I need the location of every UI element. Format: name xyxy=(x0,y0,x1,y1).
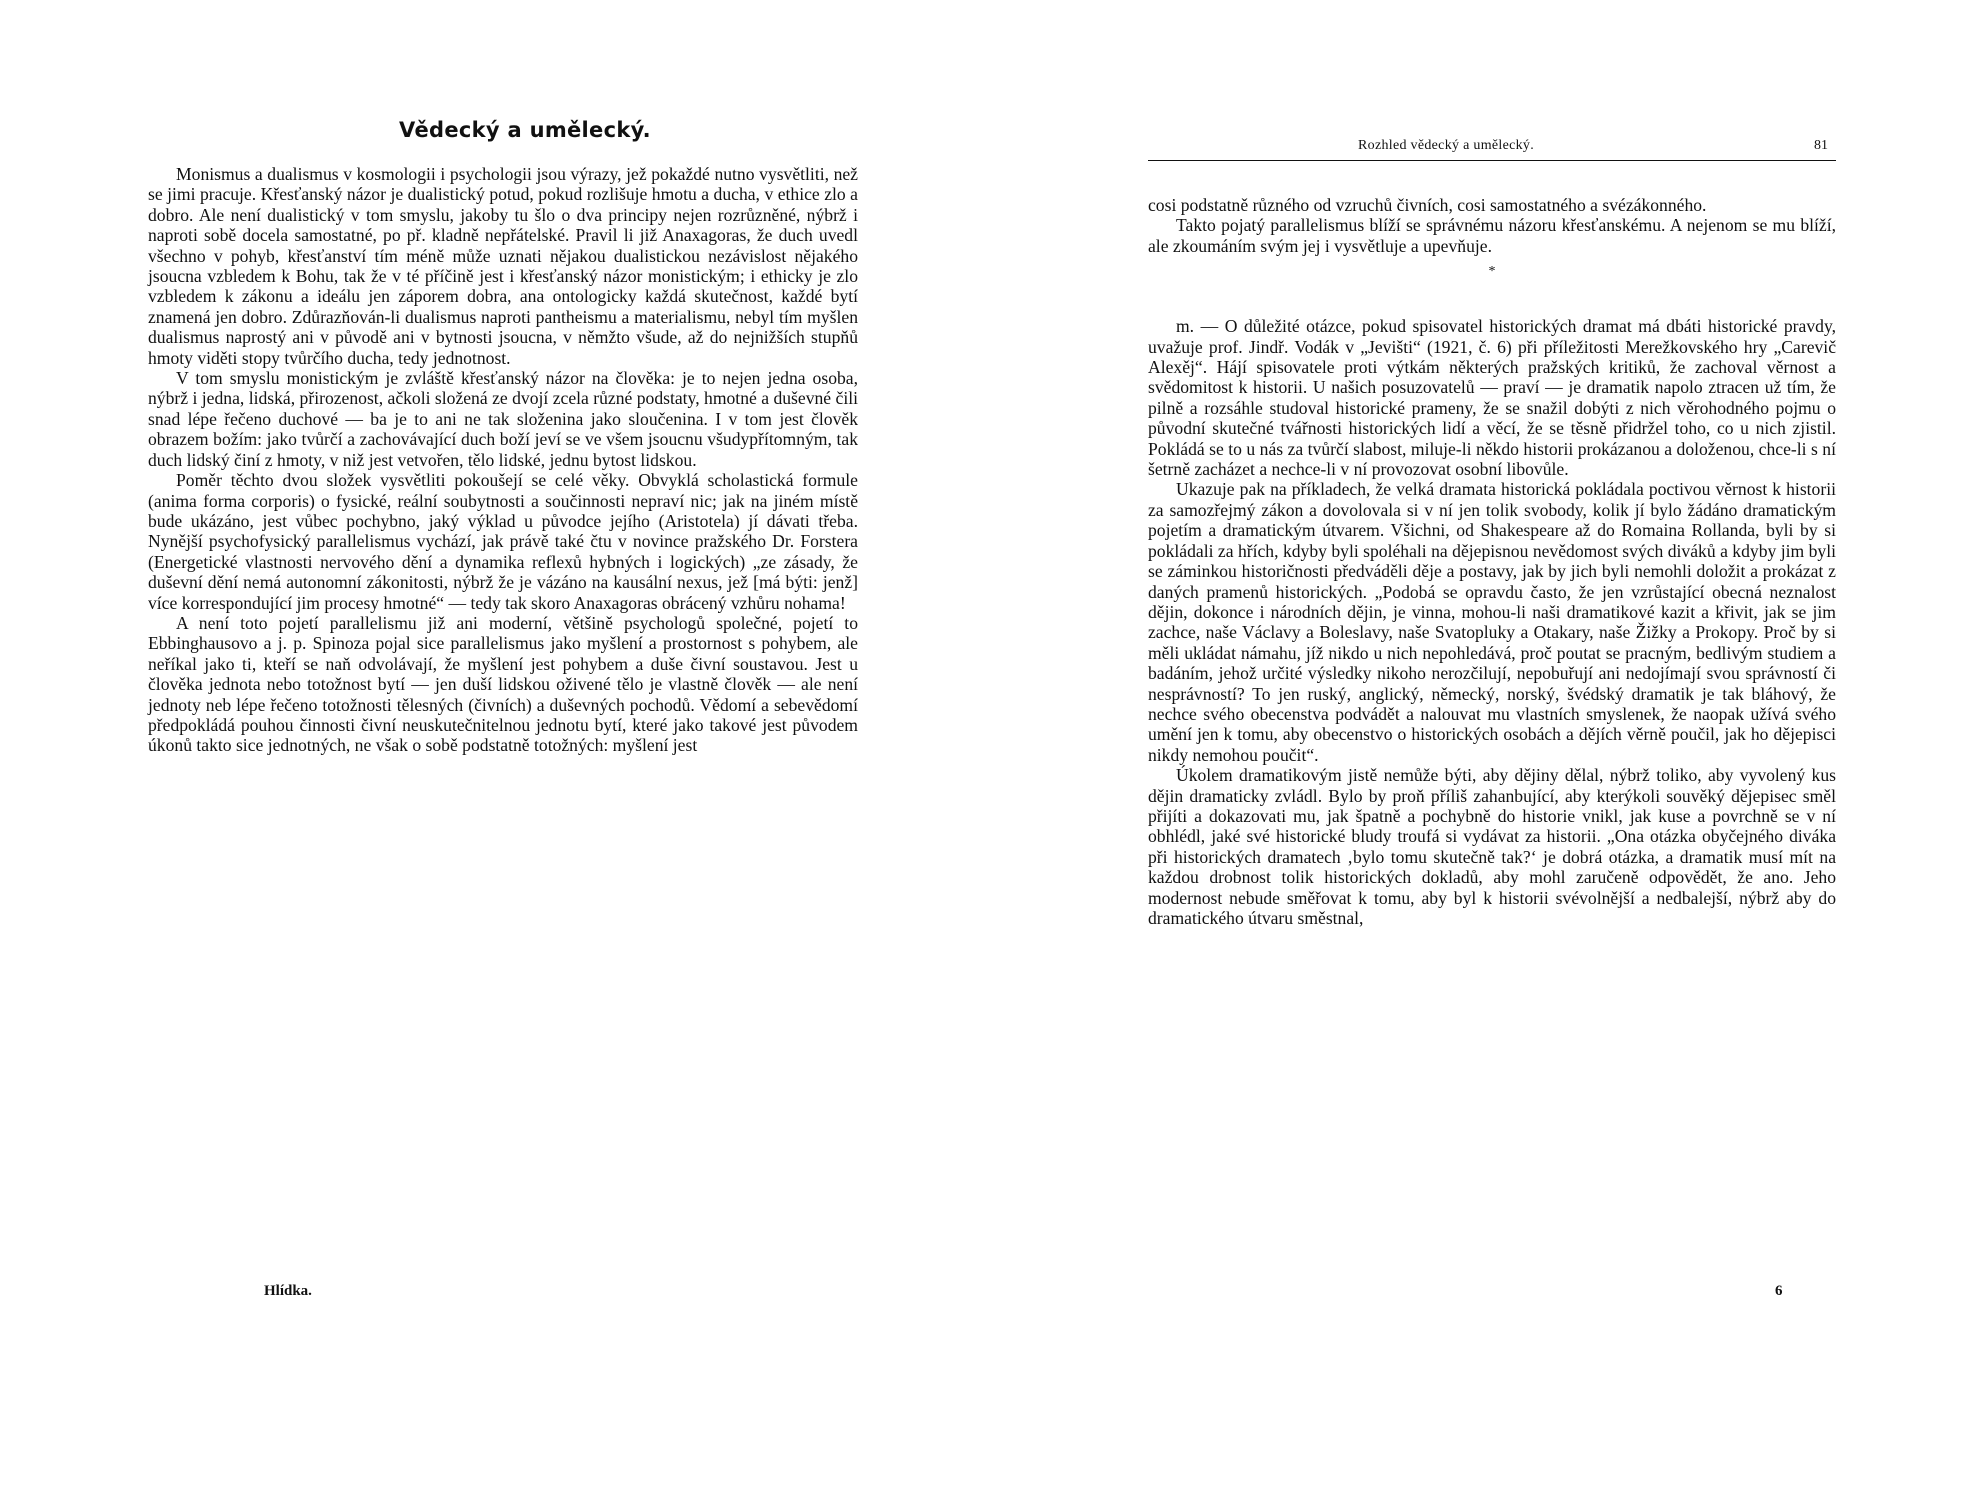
left-page-body xyxy=(148,164,858,756)
right-page xyxy=(991,0,1982,1500)
paragraph-pomer: Poměr těchto dvou složek vysvětliti pokoušejí se celé věky. Obvyklá scholastická formule (anima forma corporis) o fysické, reální soubytnosti a součinnosti nepraví nic; jak na jiném místě bude ukázáno, jest vůbec pochybno, jaký výklad u původce jejího (Aristotela) jí dávati třeba. Nynější psychofysický parallelismus vychází, jak právě také čtu v novince pražského Dr. Forstera (Energetické vlastnosti nervového dění a dynamika reflexů hybných i logických) „ze zásady, že duševní dění nemá autonomní zákonitosti, nýbrž že je vázáno na kausální nexus, jež [má býti: jenž] více korrespondující jim procesy hmotné“ — tedy tak skoro Anaxagoras obrácený vzhůru nohama! xyxy=(148,470,858,613)
paragraph-continuation: cosi podstatně různého od vzruchů čivních, cosi samostatného a svézákonného. xyxy=(1148,195,1707,215)
paragraph-ukolem: Úkolem dramatikovým jistě nemůže býti, aby dějiny dělal, nýbrž toliko, aby vyvolený kus dějin dramaticky zvládl. Bylo by proň příliš zahanbující, aby kterýkoli souvěký dějepisec směl přijíti a dokazovati mu, jak špatně a pochybně do historie vnikl, jak kuse a povrchně se v ní obhlédl, jaké své historické bludy troufá si vydávat za historii. „Ona otázka obyčejného diváka při historických dramatech ‚bylo tomu skutečně tak?‘ je dobrá otázka, a dramatik musí mít na každou drobnost tolik historických dokladů, aby mohl zaručeně odpovědět, že ano. Jeho modernost nebude směřovat k tomu, aby byl k historii svévolnější a nedbalejší, nýbrž aby do dramatického útvaru směstnal, xyxy=(1148,765,1836,928)
paragraph-parallelismus: A není toto pojetí parallelismu již ani moderní, většině psychologů společné, pojetí to Ebbinghausovo a j. p. Spinoza pojal sice parallelismus jako myšlení a prostornost s pohybem, ale neříkal jako ti, kteří se naň odvolávají, že myšlení jest pohybem a duše čivní soustavou. Jest u člověka jednota nebo totožnost bytí — jen duší lidskou oživené tělo je vlastně člověk — ale není jednoty neb lépe řečeno totožnosti tělesných (čivních) a duševných pochodů. Vědomí a sebevědomí předpokládá pouhou činnosti čivní neuskutečnitelnou jednotu bytí, které jako takové jest původem úkonů takto sice jednotných, ne však o sobě podstatně totožných: myšlení jest xyxy=(148,612,858,756)
paragraph-historicka-dramata: m. — O důležité otázce, pokud spisovatel historických dramat má dbáti historické pravdy, uvažuje prof. Jindř. Vodák v „Jevišti“ (1921, č. 6) při příležitosti Merežkovského hry „Carevič Alexěj“. Hájí spisovatele proti výtkám některých pražských kritiků, že zachoval věrnost a svědomitost k historii. U našich posuzovatelů — praví — je dramatik napolo ztracen už tím, že pilně a rozsáhle studoval historické prameny, že se snažil dobýti z nich věrohodného pojmu o původní skutečné tvářnosti historických lidí a věcí, že se těsně přidržel toho, co u nich zjistil. Pokládá se to u nás za tvůrčí slabost, miluje-li někdo historii prokázanou a doloženou, chce-li s ní šetrně zacházet a nechce-li v ní provozovat osobní libovůle. xyxy=(1148,316,1836,480)
right-page-body xyxy=(1148,195,1836,928)
section-separator-asterisk: * xyxy=(1488,264,1496,280)
running-header-title: Rozhled vědecký a umělecký. xyxy=(1358,138,1535,153)
running-header xyxy=(1148,138,1836,161)
paragraph-clovek: V tom smyslu monistickým je zvláště křesťanský názor na člověka: je to nejen jedna osoba, nýbrž i jedna, lidská, přirozenost, ačkoli složená ze dvojí zcela různé podstaty, hmotné a duševné čili snad lépe řečeno duchové — ba je to ani ne tak složenina jako sloučenina. I v tom jest člověk obrazem božím: jako tvůrčí a zachovávající duch boží jeví se ve všem jsoucnu všudypřítomným, tak duch lidský činí z hmoty, v niž jest vetvořen, tělo lidské, jednu bytost lidskou. xyxy=(148,368,858,470)
paragraph-ukazuje: Ukazuje pak na příkladech, že velká dramata historická pokládala poctivou věrnost k historii za samozřejmý zákon a dovolovala si v ní jen tolik svobody, kolik jí bylo žádáno dramatickým pojetím a dramatickým útvarem. Všichni, od Shakespeare až do Romaina Rollanda, byli by si pokládali za hřích, kdyby byli spoléhali na dějepisnou nevědomost svých diváků a kdyby jim byli se záminkou historičnosti předváděli děje a postavy, jak by jich byli nemohli doložit a prokázat z daných pramenů historických. „Podobá se opravdu často, že jen vzrůstající obecná neznalost dějin, dokonce i národních dějin, je vinna, mohou-li naši dramatikové kazit a křivit, jak se jim zachce, naše Václavy a Boleslavy, naše Svatopluky a Otakary, naše Žižky a Prokopy. Proč by si měli ukládat námahu, jíž nikdo u nich nepohledává, proč poutat se pracným, bedlivým studiem a badáním, jehož určité výsledky nikoho nerozčilují, nepobuřují ani nedojímají svou správností či nesprávností? To jen ruský, anglický, německý, norský, švédský dramatik je tak bláhový, že nechce svého obecenstva podvádět a nalouvat mu vlastních smyslenek, že naopak užívá svého umění jen k tomu, aby obecenstvo o historických osobách a dějích věrně poučil, jak ho dějepisci nikdy nemohou poučit“. xyxy=(1148,479,1836,765)
page-title: Vědecký a umělecký. xyxy=(399,118,651,142)
paragraph-takto: Takto pojatý parallelismus blíží se správnému názoru křesťanskému. A nejenom se mu blíží, ale zkoumáním svým jej i vysvětluje a upevňuje. xyxy=(1148,215,1836,256)
footer-journal-name: Hlídka. xyxy=(264,1283,312,1299)
footer-signature-number: 6 xyxy=(1775,1283,1783,1299)
page-number: 81 xyxy=(1814,138,1828,153)
paragraph-monismus: Monismus a dualismus v kosmologii i psychologii jsou výrazy, jež pokaždé nutno vysvětliti, než se jimi pracuje. Křesťanský názor je dualistický potud, pokud rozlišuje hmotu a ducha, v ethice zlo a dobro. Ale není dualistický v tom smyslu, jakoby tu šlo o dva principy nejen rozrůzněné, nýbrž i naproti sobě docela samostatné, po př. kladně nepřátelské. Pravil li již Anaxagoras, že duch uvedl všechno v pohyb, křesťanství tím méně může uznati nějakou dualistickou nezávislost nějakého jsoucna vzbledem k Bohu, tak že v té příčině jest i křesťanský názor monistickým; i ethicky je zlo vzbledem k zákonu a ideálu jen záporem dobra, ana ontologicky každá skutečnost, každé bytí znamená jen dobro. Zdůrazňován-li dualismus naproti pantheismu a materialismu, nebyl tím myšlen dualismus naprostý ani v původě ani v bytnosti jsoucna, v němžto všude, až do nejnižších stupňů hmoty viděti stopy tvůrčího ducha, tedy jednotnost. xyxy=(148,164,858,368)
